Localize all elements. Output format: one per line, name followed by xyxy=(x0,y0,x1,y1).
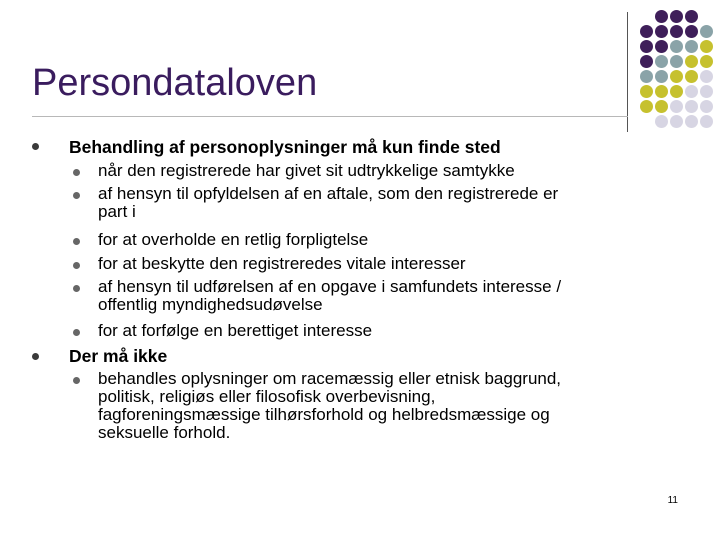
sub-bullet-marker xyxy=(73,377,80,384)
sub-bullet-line: for at forfølge en berettiget interesse xyxy=(98,321,373,340)
slide-title: Persondataloven xyxy=(32,62,318,104)
sub-bullet-line: seksuelle forhold. xyxy=(98,423,231,442)
sub-bullet-line: for at beskytte den registreredes vitale interesser xyxy=(98,254,466,273)
sub-bullet-line: for at overholde en retlig forpligtelse xyxy=(98,230,369,249)
sub-bullet-line: af hensyn til opfyldelsen af en aftale, som den registrerede er xyxy=(98,184,559,203)
sub-bullet-line: behandles oplysninger om racemæssig eller etnisk baggrund, xyxy=(98,369,562,388)
sub-bullet-marker xyxy=(73,169,80,176)
sub-bullet-line: når den registrerede har givet sit udtrykkelige samtykke xyxy=(98,161,515,180)
sub-bullet-marker xyxy=(73,192,80,199)
bullet-marker xyxy=(32,143,39,150)
sub-bullet-marker xyxy=(73,262,80,269)
bullet-marker xyxy=(32,353,39,360)
sub-bullet-marker xyxy=(73,238,80,245)
sub-bullet-forpligtelse xyxy=(98,231,698,249)
sub-bullet-line: offentlig myndighedsudøvelse xyxy=(98,295,323,314)
bullet-behandling: Behandling af personoplysninger må kun finde sted xyxy=(69,137,501,157)
sub-bullet-marker xyxy=(73,285,80,292)
sub-bullet-aftale xyxy=(98,185,698,221)
sub-bullet-samtykke xyxy=(98,162,698,180)
sub-bullet-line: politisk, religiøs eller filosofisk overbevisning, xyxy=(98,387,436,406)
sub-bullet-samfundets-interesse xyxy=(98,278,698,314)
sub-bullet-line: fagforeningsmæssige tilhørsforhold og helbredsmæssige og xyxy=(98,405,550,424)
sub-bullet-foelsomme-oplysninger xyxy=(98,370,698,442)
sub-bullet-line: af hensyn til udførelsen af en opgave i samfundets interesse / xyxy=(98,277,562,296)
page-number: 11 xyxy=(667,495,678,506)
sub-bullet-vitale-interesser xyxy=(98,255,698,273)
bullet-der-maa-ikke: Der må ikke xyxy=(69,346,168,366)
sub-bullet-marker xyxy=(73,329,80,336)
sub-bullet-berettiget-interesse xyxy=(98,322,698,340)
sub-bullet-line: part i xyxy=(98,202,136,221)
